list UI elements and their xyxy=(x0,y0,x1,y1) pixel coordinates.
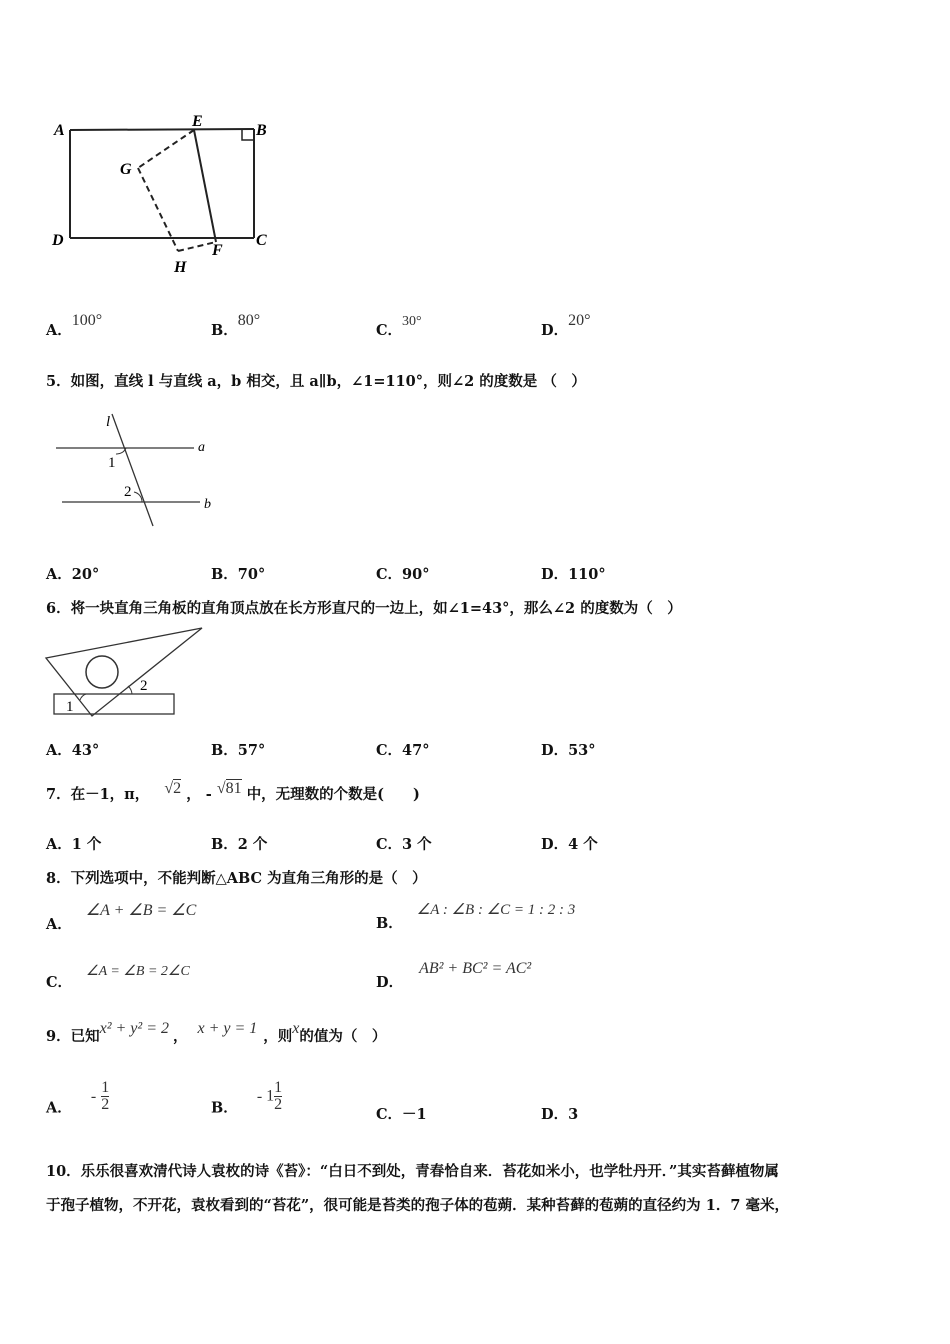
q8-option-b-value: ∠A : ∠B : ∠C = 1 : 2 : 3 xyxy=(416,902,576,918)
q8-option-b: B．∠A : ∠B : ∠C = 1 : 2 : 3 xyxy=(376,902,576,932)
q4-option-d-value: 20° xyxy=(568,312,591,329)
q10-line-2: 于孢子植物，不开花，袁枚看到的“苔花”，很可能是苔类的孢子体的苞蒴．某种苔藓的苞蒴的直径约为 1．7 毫米， xyxy=(46,1197,789,1214)
q5-parallel-lines-figure xyxy=(50,410,230,530)
q4-label-c: C xyxy=(256,232,267,249)
q4-label-g: G xyxy=(120,161,132,178)
q7-sqrt-81: √81 xyxy=(216,780,242,797)
q7-option-d: D．4 个 xyxy=(541,836,598,853)
q4-option-d: D．20° xyxy=(541,312,591,339)
q5-label-a: a xyxy=(198,440,205,455)
q8-option-d: D．AB² + BC² = AC² xyxy=(376,960,532,991)
q5-option-b: B．70° xyxy=(211,566,266,583)
q5-option-a: A．20° xyxy=(46,566,100,583)
q5-label-l: l xyxy=(106,414,111,430)
q5-label-b: b xyxy=(204,497,211,512)
q4-label-h: H xyxy=(174,259,187,276)
q9-option-c: C．－1 xyxy=(376,1106,427,1123)
q4-option-c-value: 30° xyxy=(402,314,422,329)
q8-option-d-value: AB² + BC² = AC² xyxy=(419,960,532,977)
q8-question-text: 8．下列选项中，不能判断△ABC 为直角三角形的是（ ） xyxy=(46,870,427,887)
q4-label-b: B xyxy=(256,122,267,139)
q7-sqrt-2: √2 xyxy=(164,780,182,797)
q4-rectangle-figure xyxy=(44,108,284,280)
q5-option-d: D．110° xyxy=(541,566,606,583)
q5-option-c: C．90° xyxy=(376,566,430,583)
q4-option-c: C．30° xyxy=(376,314,422,339)
q9-question-text: 9．已知x² + y² = 2 ， x + y = 1 ，则x的值为（ ） xyxy=(46,1020,387,1045)
q10-question-text xyxy=(46,1155,910,1223)
q9-option-a-fraction: $\frac{1}{2}$ xyxy=(101,1079,110,1113)
q6-label-2: 2 xyxy=(140,678,148,694)
q6-option-b: B．57° xyxy=(211,742,266,759)
q5-label-1: 1 xyxy=(108,455,116,471)
q4-option-b: B．80° xyxy=(211,312,261,339)
q4-label-a: A xyxy=(54,122,65,139)
q9-option-a: A． - $\frac{1}{2}$ xyxy=(46,1079,110,1117)
q8-option-a: A．∠A + ∠B = ∠C xyxy=(46,902,197,933)
q6-label-1: 1 xyxy=(66,699,74,715)
q9-option-b-fraction: $\frac{1}{2}$ xyxy=(274,1079,283,1113)
q4-option-a-value: 100° xyxy=(71,312,103,329)
q7-option-c: C．3 个 xyxy=(376,836,432,853)
q8-option-c-value: ∠A = ∠B = 2∠C xyxy=(86,964,190,979)
q8-option-c: C．∠A = ∠B = 2∠C xyxy=(46,964,190,991)
q4-label-e: E xyxy=(192,113,203,130)
q7-option-a: A．1 个 xyxy=(46,836,102,853)
q6-question-text: 6．将一块直角三角板的直角顶点放在长方形直尺的一边上，如∠1=43°，那么∠2 的度数为（ ） xyxy=(46,600,682,617)
q4-label-f: F xyxy=(212,242,223,259)
q7-option-b: B．2 个 xyxy=(211,836,268,853)
q4-option-b-value: 80° xyxy=(237,312,261,329)
q10-line-1: 10．乐乐很喜欢清代诗人袁枚的诗《苔》：“白日不到处，青春恰自来．苔花如米小，也学牡丹开．”其实苔藓植物属 xyxy=(46,1163,779,1180)
q5-label-2: 2 xyxy=(124,484,132,500)
q9-equation-2: x + y = 1 xyxy=(197,1020,258,1037)
q4-label-d: D xyxy=(52,232,64,249)
q5-question-text: 5．如图，直线 l 与直线 a，b 相交，且 a∥b，∠1=110°，则∠2 的度数是 （ ） xyxy=(46,373,586,390)
q6-option-d: D．53° xyxy=(541,742,596,759)
q9-option-d: D．3 xyxy=(541,1106,579,1123)
q9-equation-1: x² + y² = 2 xyxy=(99,1020,169,1037)
q8-option-a-value: ∠A + ∠B = ∠C xyxy=(85,902,197,919)
q4-option-a: A．100° xyxy=(46,312,103,339)
q6-triangle-ruler-figure xyxy=(44,624,214,720)
q6-option-a: A．43° xyxy=(46,742,100,759)
q7-question-text: 7．在－1，π， √2 ， - √81 中，无理数的个数是( ) xyxy=(46,780,420,803)
q9-variable-x: x xyxy=(292,1020,300,1037)
q6-option-c: C．47° xyxy=(376,742,430,759)
q9-option-b: B． - 1 $\frac{1}{2}$ xyxy=(211,1079,283,1117)
